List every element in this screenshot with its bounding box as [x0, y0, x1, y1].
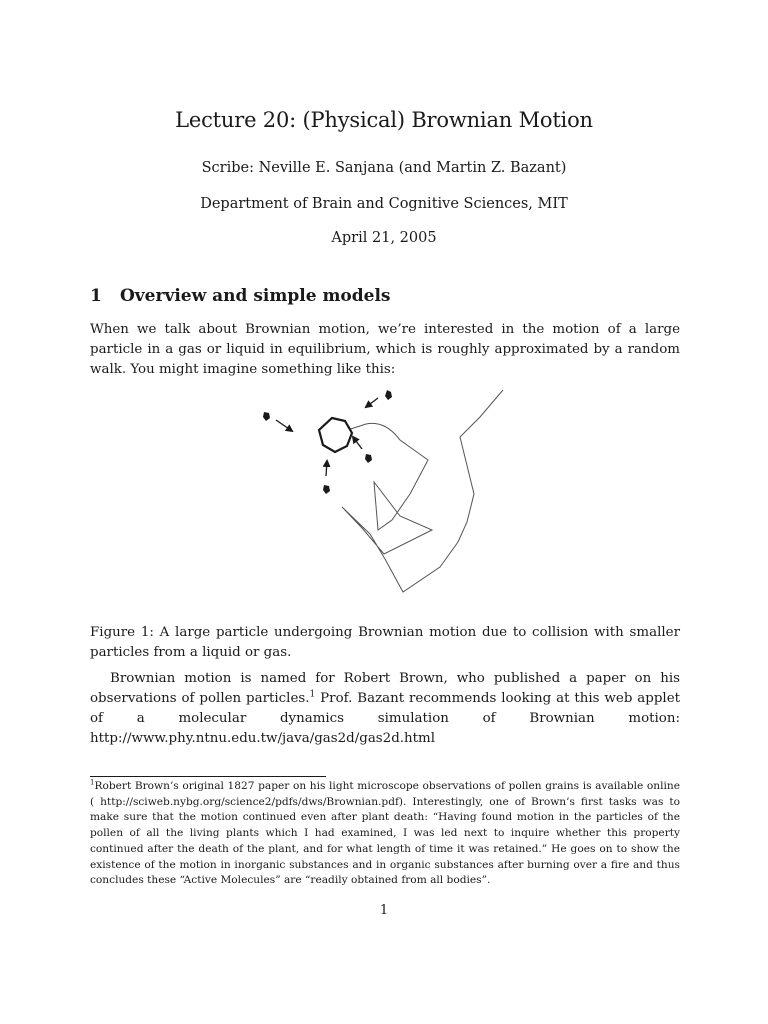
footnote-text: Robert Brown’s original 1827 paper on his light microscope observations of pollen grains is available online ( http://sciweb.nybg.org/science2/pdfs/dws/Brownian.pdf). Interestingly, one of Brown’s first tasks was to make sure that the motion continued even after plant death: “Having found motion in the particles of the pollen of all the living plants which I had examined, I was led next to inquire whether this property continued after the death of the plant, and for what length of time it was retained.” He goes on to show the existence of the motion in inorganic substances and in organic substances after burning over a fire and thus concludes these “Active Molecules” are “readily obtained from all bodies”.	[90, 780, 680, 887]
lecture-date: April 21, 2005	[331, 230, 437, 246]
collision-arrow	[353, 437, 362, 449]
page-number: 1	[379, 903, 389, 918]
footnote-reference[interactable]: 1	[309, 689, 316, 700]
collision-arrow	[366, 398, 378, 407]
collision-arrow	[276, 420, 292, 431]
footnote-mark: 1	[90, 778, 95, 787]
small-particle	[263, 412, 270, 421]
figure-caption: Figure 1: A large particle undergoing Brownian motion due to collision with smaller particles from a liquid or gas.	[90, 625, 680, 660]
large-particle	[319, 418, 352, 452]
footnote-rule	[90, 776, 326, 777]
random-walk-path	[332, 390, 503, 592]
section-heading	[90, 286, 391, 306]
section-number: 1	[90, 286, 102, 306]
footnote	[90, 779, 680, 889]
body-text-2: Prof. Bazant recommends looking at this web applet of a molecular dynamics simulation of Brownian motion: http://www.phy.ntnu.edu.tw/java/gas2d/gas2d.html	[90, 691, 681, 746]
intro-paragraph: When we talk about Brownian motion, we’re interested in the motion of a large particle in a gas or liquid in equilibrium, which is roughly approximated by a random walk. You might imagine something like this:	[90, 322, 680, 377]
lecture-title: Lecture 20: (Physical) Brownian Motion	[175, 108, 593, 132]
small-particle	[323, 485, 330, 494]
department-line: Department of Brain and Cognitive Sciences, MIT	[200, 196, 568, 212]
small-particle	[365, 454, 372, 463]
scribe-line: Scribe: Neville E. Sanjana (and Martin Z. Bazant)	[201, 160, 567, 176]
body-text-1: Brownian motion is named for Robert Brown, who published a paper on his observations of pollen particles.	[90, 671, 680, 706]
section-title: Overview and simple models	[120, 286, 391, 306]
small-particle	[385, 390, 392, 400]
body-paragraph	[90, 669, 680, 749]
collision-arrow	[326, 461, 327, 476]
brownian-motion-figure	[250, 382, 520, 597]
